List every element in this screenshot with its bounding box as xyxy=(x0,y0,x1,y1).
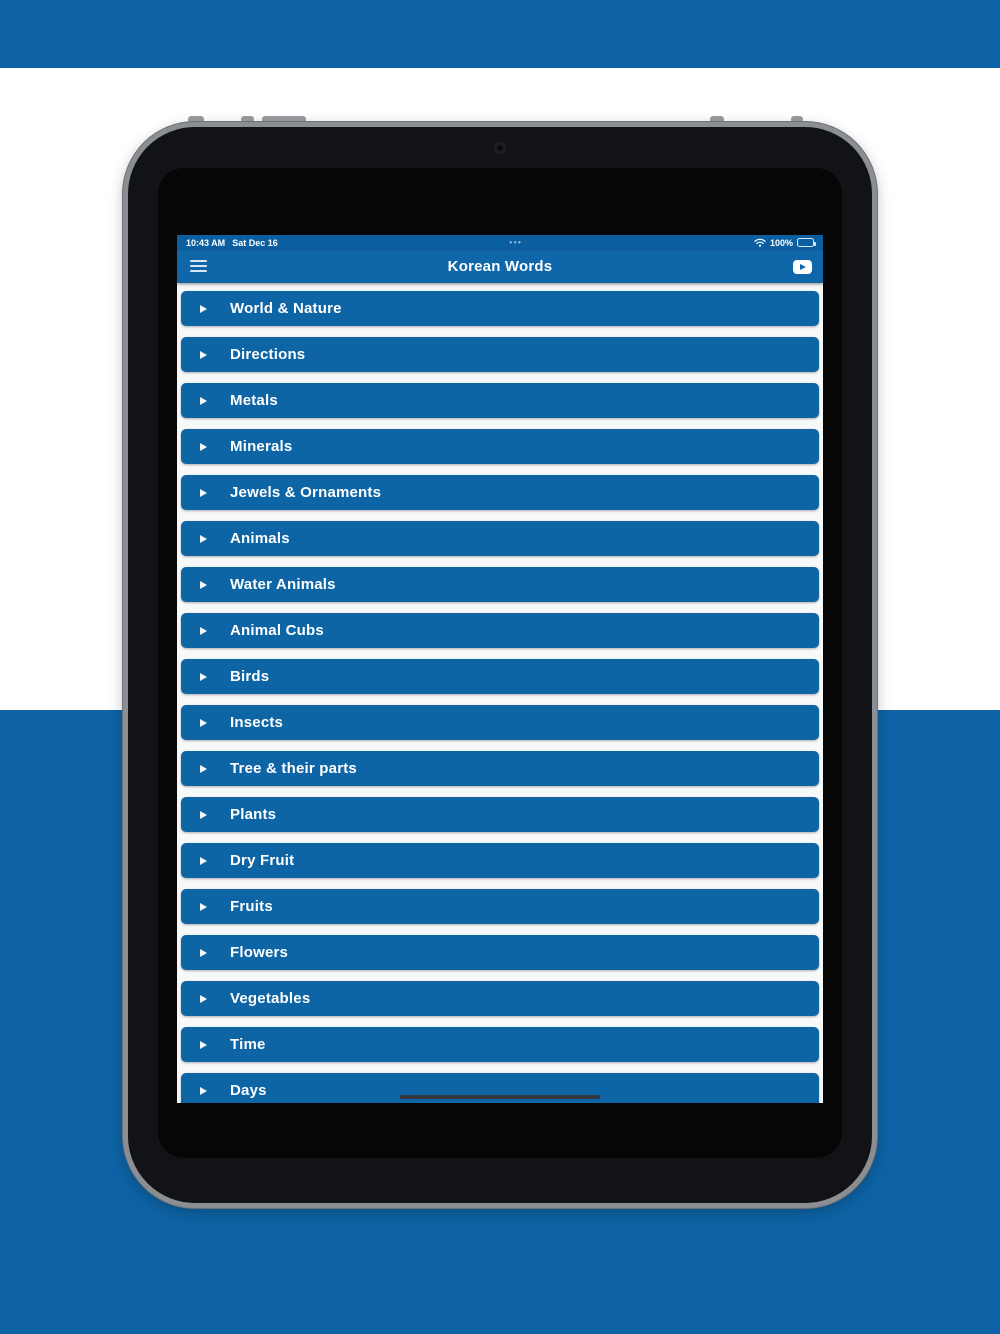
nav-bar xyxy=(177,250,823,283)
play-triangle-icon xyxy=(200,305,207,313)
play-triangle-icon xyxy=(200,903,207,911)
hamburger-menu-icon[interactable] xyxy=(190,258,207,274)
category-row[interactable] xyxy=(181,475,819,510)
play-triangle-icon xyxy=(200,765,207,773)
category-label: Water Animals xyxy=(230,576,336,593)
category-label: Fruits xyxy=(230,898,273,915)
category-row[interactable] xyxy=(181,521,819,556)
category-row[interactable] xyxy=(181,889,819,924)
status-time: 10:43 AM xyxy=(186,237,226,248)
category-row[interactable] xyxy=(181,613,819,648)
page-title: Korean Words xyxy=(447,258,553,275)
wifi-icon xyxy=(754,238,766,247)
battery-percent: 100% xyxy=(769,237,793,248)
category-row[interactable] xyxy=(181,567,819,602)
play-triangle-icon xyxy=(200,489,207,497)
category-row[interactable] xyxy=(181,1027,819,1062)
status-ellipsis: ••• xyxy=(509,238,523,247)
category-label: Vegetables xyxy=(230,990,311,1007)
category-label: Days xyxy=(230,1082,267,1099)
category-row[interactable] xyxy=(181,337,819,372)
play-triangle-icon xyxy=(200,535,207,543)
play-triangle-icon xyxy=(200,351,207,359)
category-label: Minerals xyxy=(230,438,293,455)
category-row[interactable] xyxy=(181,659,819,694)
play-triangle-icon xyxy=(200,397,207,405)
play-triangle-icon xyxy=(200,1087,207,1095)
play-triangle-icon xyxy=(200,719,207,727)
category-row[interactable] xyxy=(181,429,819,464)
play-triangle-icon xyxy=(200,627,207,635)
category-label: World & Nature xyxy=(230,300,342,317)
page-background-top-band xyxy=(0,0,1000,68)
play-triangle-icon xyxy=(200,581,207,589)
category-label: Animal Cubs xyxy=(230,622,324,639)
app-screenshot xyxy=(177,235,823,1103)
category-row[interactable] xyxy=(181,705,819,740)
category-label: Metals xyxy=(230,392,278,409)
category-label: Jewels & Ornaments xyxy=(230,484,382,501)
battery-icon xyxy=(797,238,814,247)
status-bar-right xyxy=(754,238,814,248)
play-triangle-icon xyxy=(200,673,207,681)
play-triangle-icon xyxy=(200,857,207,865)
tablet-device-frame xyxy=(123,122,877,1208)
play-triangle-icon xyxy=(200,1041,207,1049)
category-label: Directions xyxy=(230,346,306,363)
category-row[interactable] xyxy=(181,751,819,786)
play-triangle-icon xyxy=(200,949,207,957)
category-label: Birds xyxy=(230,668,270,685)
category-label: Plants xyxy=(230,806,277,823)
category-label: Insects xyxy=(230,714,284,731)
tablet-screen xyxy=(158,168,842,1158)
youtube-icon[interactable] xyxy=(793,260,812,274)
category-label: Tree & their parts xyxy=(230,760,357,777)
category-row[interactable] xyxy=(181,291,819,326)
category-label: Animals xyxy=(230,530,290,547)
status-bar-left xyxy=(186,238,278,248)
category-list xyxy=(177,283,823,1103)
play-triangle-icon xyxy=(200,443,207,451)
play-triangle-icon xyxy=(200,995,207,1003)
category-row[interactable] xyxy=(181,383,819,418)
category-row[interactable] xyxy=(181,935,819,970)
play-triangle-icon xyxy=(200,811,207,819)
category-label: Flowers xyxy=(230,944,289,961)
status-bar xyxy=(177,235,823,250)
category-row[interactable] xyxy=(181,843,819,878)
home-indicator[interactable] xyxy=(400,1095,600,1099)
category-row[interactable] xyxy=(181,797,819,832)
category-label: Time xyxy=(230,1036,266,1053)
category-label: Dry Fruit xyxy=(230,852,295,869)
status-date: Sat Dec 16 xyxy=(232,237,278,248)
front-camera xyxy=(494,142,506,154)
category-row[interactable] xyxy=(181,981,819,1016)
